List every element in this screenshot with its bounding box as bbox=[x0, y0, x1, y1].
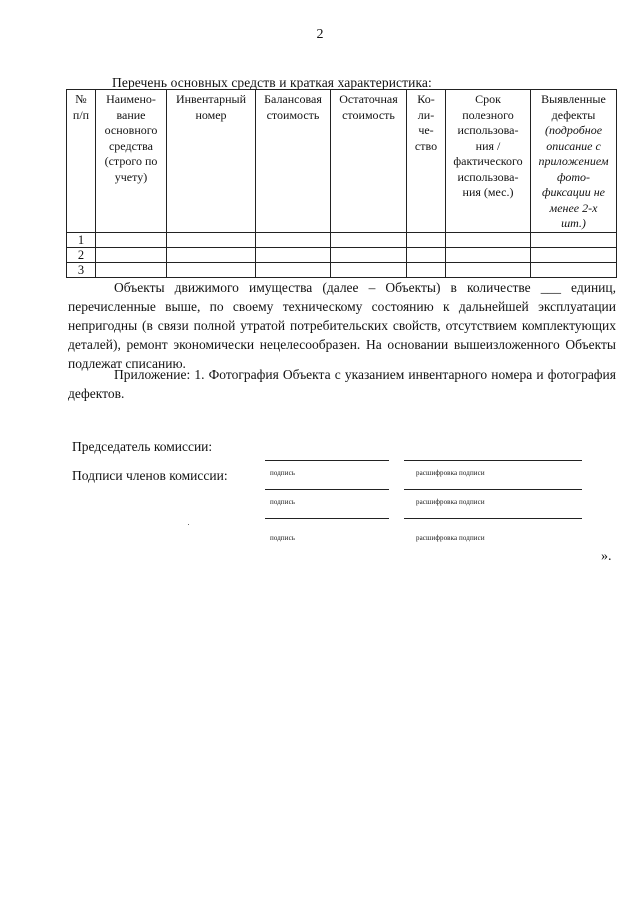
header-cell-residual-value: Остаточная стоимость bbox=[331, 90, 407, 233]
table-cell bbox=[96, 247, 167, 262]
table-cell bbox=[256, 232, 331, 247]
table-cell bbox=[167, 262, 256, 277]
table-cell bbox=[331, 262, 407, 277]
table-header-row bbox=[67, 90, 617, 233]
table-cell bbox=[446, 232, 531, 247]
assets-table bbox=[66, 89, 617, 278]
header-cell-useful-life: Срок полезного использова- ния / фактического использова- ния (мес.) bbox=[446, 90, 531, 233]
scan-speck bbox=[188, 524, 189, 525]
table-cell bbox=[331, 232, 407, 247]
table-cell bbox=[407, 247, 446, 262]
header-cell-name: Наимено- вание основного средства (строго по учету) bbox=[96, 90, 167, 233]
member-signature-line bbox=[265, 518, 389, 519]
table-row bbox=[67, 232, 617, 247]
table-cell bbox=[256, 262, 331, 277]
paragraph-appendix: Приложение: 1. Фотография Объекта с указанием инвентарного номера и фотография дефектов. bbox=[68, 367, 616, 401]
table-cell bbox=[331, 247, 407, 262]
chairman-label: Председатель комиссии: bbox=[72, 439, 213, 454]
decoding-hint: расшифровка подписи bbox=[416, 498, 485, 506]
signature-hint: подпись bbox=[270, 534, 296, 542]
member-signature-line bbox=[265, 489, 389, 490]
table-cell bbox=[96, 262, 167, 277]
decoding-hint: расшифровка подписи bbox=[416, 534, 485, 542]
table-cell bbox=[446, 247, 531, 262]
table-cell bbox=[446, 262, 531, 277]
defects-note: (подробное описание с приложением фото- фиксации не менее 2-х шт.) bbox=[538, 123, 609, 230]
closing-quote: ». bbox=[601, 549, 612, 564]
table-cell bbox=[531, 247, 617, 262]
header-cell-inventory-number: Инвентарный номер bbox=[167, 90, 256, 233]
table-cell bbox=[256, 247, 331, 262]
header-cell-defects: Выявленные дефекты (подробное описание с приложением фото- фиксации не менее 2-х шт.) bbox=[531, 90, 617, 233]
table-row bbox=[67, 262, 617, 277]
signature-hint: подпись bbox=[270, 498, 296, 506]
table-cell bbox=[167, 232, 256, 247]
table-cell bbox=[167, 247, 256, 262]
row-number: 1 bbox=[67, 232, 96, 247]
chairman-decoding-line bbox=[404, 460, 582, 461]
paragraph-objects: Объекты движимого имущества (далее – Объекты) в количестве ___ единиц, перечисленные выше, по своему техническому состоянию к дальнейшей эксплуатации непригодны (в связи полной утратой потребительских свойств, отсутствием комплектующих деталей), ремонт экономически нецелесообразен. На основании вышеизложенного Объекты подлежат списанию. bbox=[68, 280, 616, 371]
table-cell bbox=[407, 262, 446, 277]
member-decoding-line bbox=[404, 518, 582, 519]
table-cell bbox=[531, 262, 617, 277]
row-number: 3 bbox=[67, 262, 96, 277]
chairman-signature-line bbox=[265, 460, 389, 461]
members-label: Подписи членов комиссии: bbox=[72, 468, 228, 483]
header-cell-quantity: Ко- ли- че- ство bbox=[407, 90, 446, 233]
header-cell-balance-value: Балансовая стоимость bbox=[256, 90, 331, 233]
table-cell bbox=[407, 232, 446, 247]
table-row bbox=[67, 247, 617, 262]
decoding-hint: расшифровка подписи bbox=[416, 469, 485, 477]
table-cell bbox=[96, 232, 167, 247]
header-cell-number: № п/п bbox=[67, 90, 96, 233]
member-decoding-line bbox=[404, 489, 582, 490]
table-cell bbox=[531, 232, 617, 247]
page-number: 2 bbox=[316, 27, 324, 42]
table-caption: Перечень основных средств и краткая характеристика: bbox=[112, 75, 432, 90]
signature-hint: подпись bbox=[270, 469, 296, 477]
row-number: 2 bbox=[67, 247, 96, 262]
